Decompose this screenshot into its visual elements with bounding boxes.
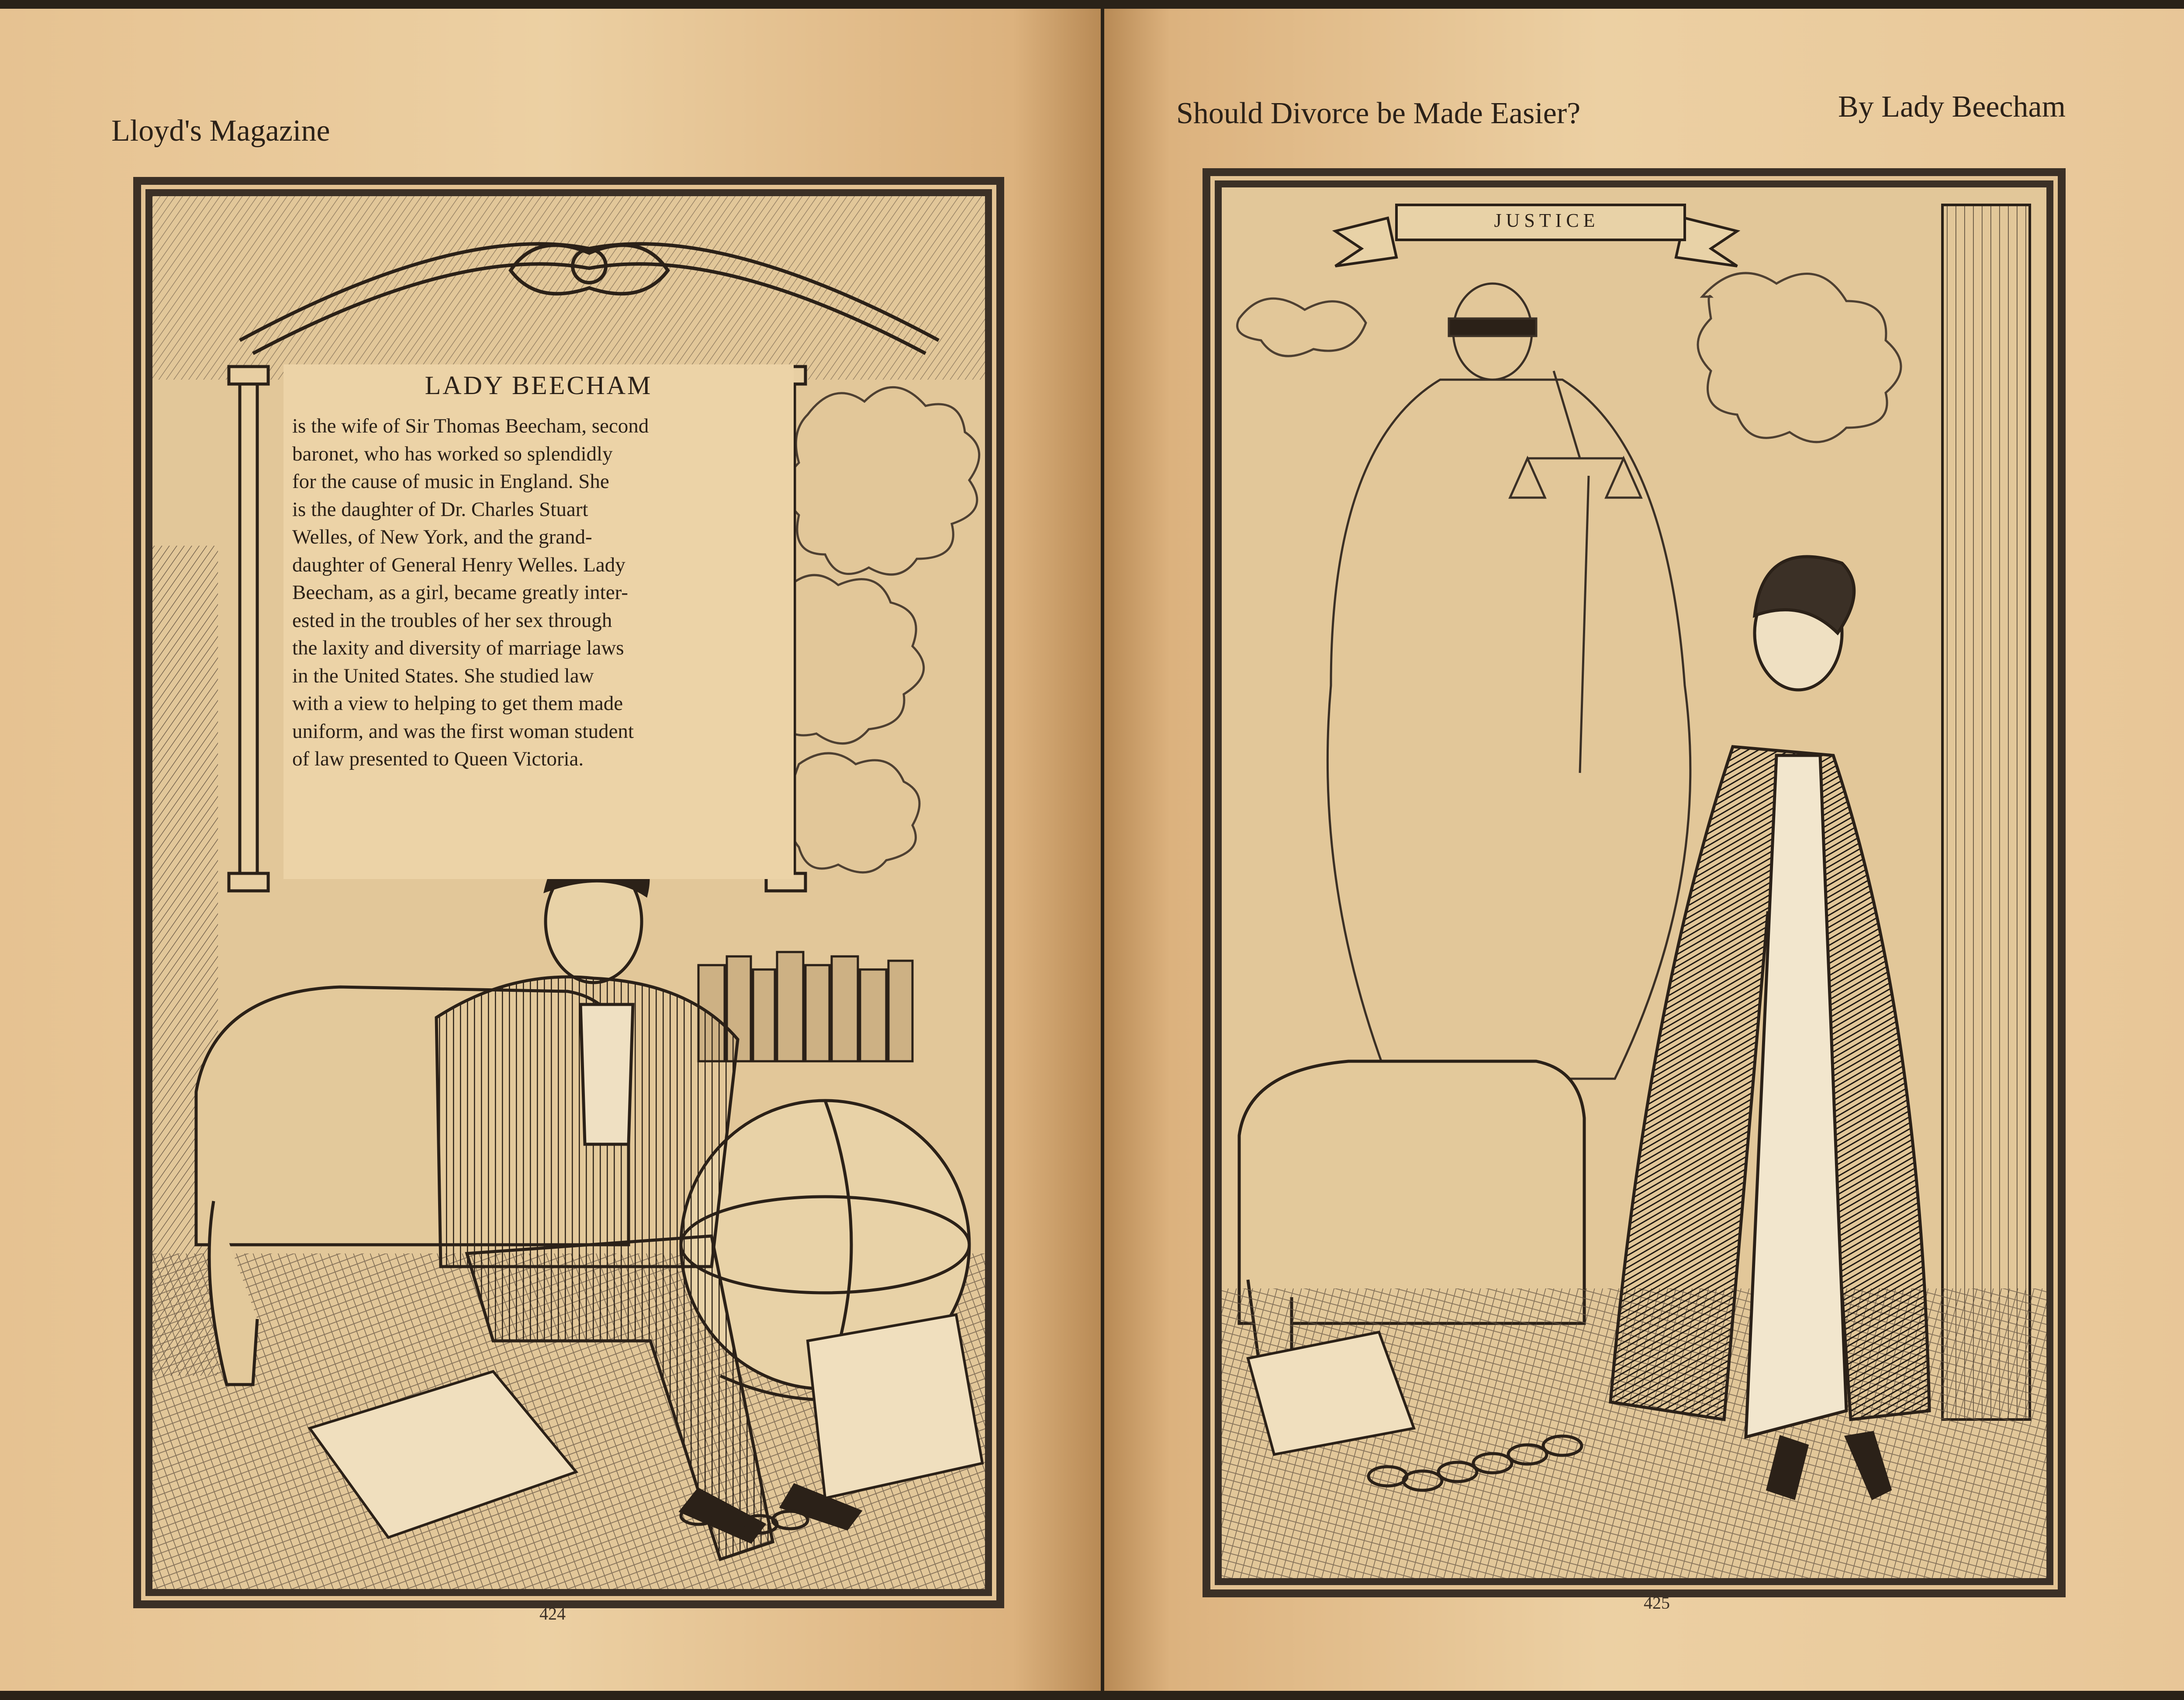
running-head-byline: By Lady Beecham [1838, 90, 2066, 124]
biography-line: uniform, and was the first woman student [292, 720, 634, 743]
biography-line: in the United States. She studied law [292, 664, 594, 687]
biography-line: baronet, who has worked so splendidly [292, 442, 613, 465]
biography-line: is the daughter of Dr. Charles Stuart [292, 498, 588, 521]
biography-line: Welles, of New York, and the grand- [292, 526, 592, 548]
right-page [1104, 9, 2184, 1691]
biography-line: Beecham, as a girl, became greatly inter- [292, 581, 628, 604]
biography-body [292, 412, 785, 773]
running-head-title: Should Divorce be Made Easier? [1176, 97, 1581, 130]
biography-line: daughter of General Henry Welles. Lady [292, 553, 625, 576]
biography-line: ested in the troubles of her sex through [292, 609, 612, 632]
right-illustration-frame [1203, 168, 2066, 1597]
biography-title: LADY BEECHAM [425, 371, 653, 400]
biography-line: for the cause of music in England. She [292, 470, 609, 493]
biography-text-box [283, 364, 794, 879]
page-number-right: 425 [1644, 1593, 1670, 1613]
justice-banner: JUSTICE [1494, 210, 1600, 231]
biography-line: is the wife of Sir Thomas Beecham, second [292, 415, 649, 437]
biography-line: of law presented to Queen Victoria. [292, 748, 584, 770]
page-number-left: 424 [539, 1604, 566, 1624]
running-head-left: Lloyd's Magazine [111, 114, 330, 148]
biography-line: the laxity and diversity of marriage laws [292, 637, 624, 659]
right-illustration [1222, 187, 2046, 1578]
left-page [0, 9, 1101, 1691]
biography-line: with a view to helping to get them made [292, 692, 623, 715]
left-illustration-frame [133, 177, 1004, 1608]
